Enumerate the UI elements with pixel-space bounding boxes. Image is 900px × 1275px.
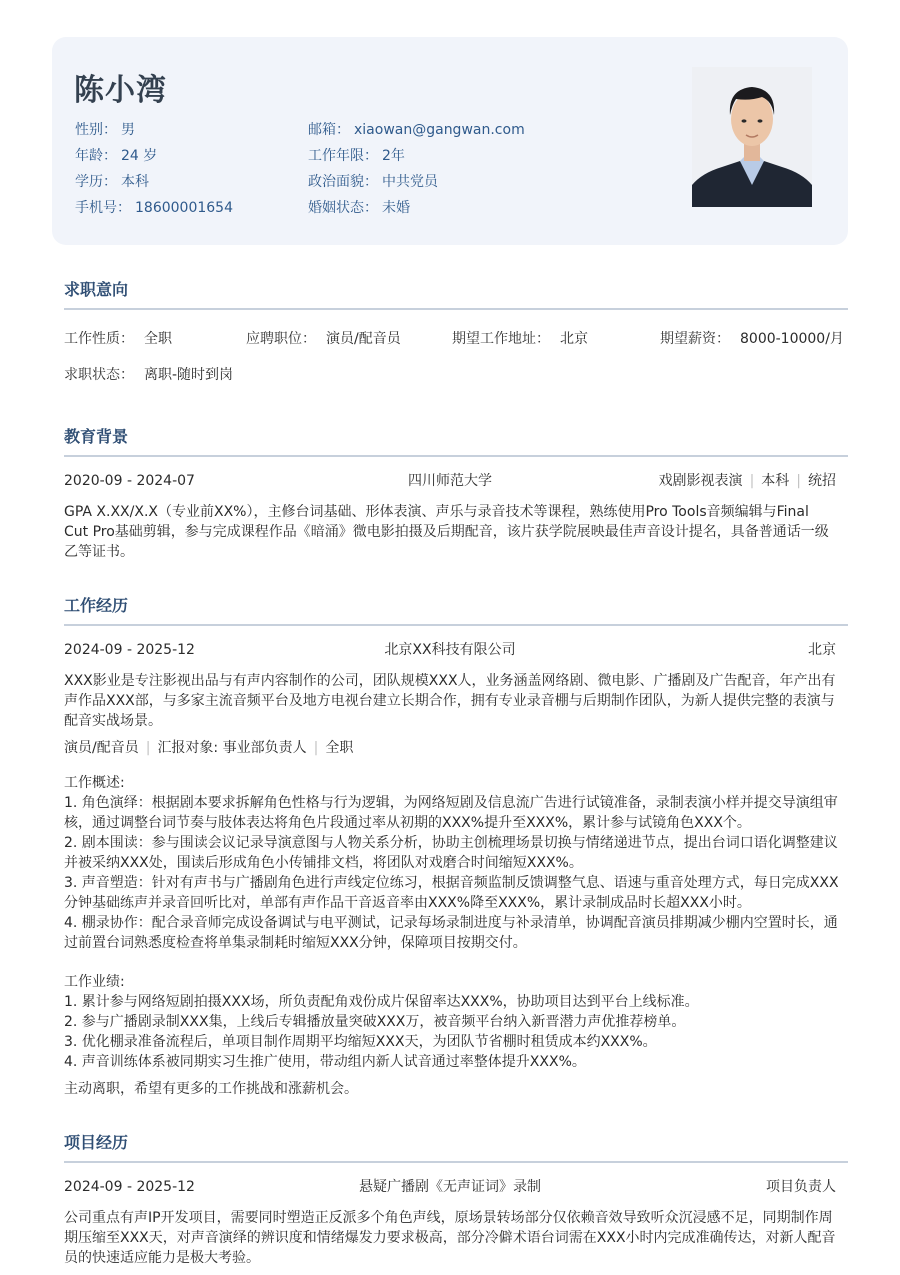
intent-job-type bbox=[64, 329, 172, 349]
text-line: 1. 累计参与网络短剧拍摄XXX场，所负责配角戏份成片保留率达XXX%，协助项目达到平台上线标准。 bbox=[64, 994, 699, 1010]
education-description bbox=[64, 502, 840, 562]
work-city: 北京 bbox=[808, 642, 836, 658]
intent-salary bbox=[660, 329, 844, 349]
text-line: XXX影业是专注影视出品与有声内容制作的公司，团队规模XXX人，业务涵盖网络剧、微电影、广播剧及广告配音，年产出有 bbox=[64, 673, 836, 689]
info-value: 未婚 bbox=[382, 200, 410, 216]
intent-label: 工作性质： bbox=[64, 331, 134, 347]
person-portrait-icon bbox=[692, 67, 812, 207]
intent-position bbox=[246, 329, 401, 349]
text-line: 工作业绩: bbox=[64, 974, 125, 990]
separator: | bbox=[749, 473, 755, 489]
text-line: 员的快速适应能力是极大考验。 bbox=[64, 1250, 260, 1266]
section-divider bbox=[64, 1161, 848, 1163]
intent-value: 北京 bbox=[560, 331, 588, 347]
info-email bbox=[308, 121, 525, 139]
info-value: 18600001654 bbox=[135, 200, 233, 216]
education-school: 四川师范大学 bbox=[408, 473, 492, 489]
text-line: 期压缩至XXX天，对声音演绎的辨识度和情绪爆发力要求极高，部分冷僻术语台词需在XXX小时内完成准确传达，对新人配音 bbox=[64, 1230, 836, 1246]
info-value: 本科 bbox=[121, 174, 149, 190]
info-age bbox=[75, 147, 157, 165]
education-meta bbox=[560, 471, 836, 491]
text-line: 4. 棚录协作：配合录音师完成设备调试与电平测试，记录每场录制进度与补录清单，协调配音演员排期减少棚内空置时长，通 bbox=[64, 915, 838, 931]
info-value: 中共党员 bbox=[382, 174, 438, 190]
work-overview bbox=[64, 773, 840, 953]
info-work-years bbox=[308, 147, 405, 165]
text-line: 分钟基础练声并录音回听比对，单部有声作品干音返音率由XXX%降至XXX%，累计录制成品时长超XXX小时。 bbox=[64, 895, 751, 911]
info-value: xiaowan@gangwan.com bbox=[354, 122, 525, 138]
text-line: 并被采纳XXX处，围读后形成角色小传铺排文档，将团队对戏磨合时间缩短XXX%。 bbox=[64, 855, 583, 871]
work-report: 汇报对象: 事业部负责人 bbox=[157, 740, 307, 756]
intent-value: 8000-10000/月 bbox=[740, 331, 844, 347]
info-education bbox=[75, 173, 149, 191]
info-label: 政治面貌： bbox=[308, 174, 378, 190]
section-divider bbox=[64, 624, 848, 626]
project-name: 悬疑广播剧《无声证词》录制 bbox=[359, 1179, 541, 1195]
intent-value: 全职 bbox=[144, 331, 172, 347]
work-leave-reason: 主动离职，希望有更多的工作挑战和涨薪机会。 bbox=[64, 1081, 358, 1097]
intent-label: 应聘职位： bbox=[246, 331, 316, 347]
section-title-project: 项目经历 bbox=[64, 1133, 129, 1152]
work-period: 2024-09 - 2025-12 bbox=[64, 642, 195, 658]
info-gender bbox=[75, 121, 135, 139]
work-role-line bbox=[64, 738, 353, 758]
profile-photo bbox=[692, 67, 812, 207]
education-major: 戏剧影视表演 bbox=[658, 473, 743, 489]
info-value: 2年 bbox=[382, 148, 405, 164]
info-label: 工作年限： bbox=[308, 148, 378, 164]
education-period: 2020-09 - 2024-07 bbox=[64, 473, 195, 489]
intent-value: 演员/配音员 bbox=[326, 331, 401, 347]
intent-label: 求职状态： bbox=[64, 367, 134, 383]
info-label: 婚姻状态： bbox=[308, 200, 378, 216]
candidate-name: 陈小湾 bbox=[74, 73, 167, 108]
section-title-job-intent: 求职意向 bbox=[64, 280, 129, 299]
text-line: GPA X.XX/X.X（专业前XX%），主修台词基础、形体表演、声乐与录音技术等课程，熟练使用Pro Tools音频编辑与Final bbox=[64, 504, 809, 520]
info-value: 男 bbox=[121, 122, 135, 138]
info-label: 手机号： bbox=[75, 200, 131, 216]
separator: | bbox=[313, 740, 319, 756]
work-achievements bbox=[64, 972, 840, 1072]
separator: | bbox=[145, 740, 151, 756]
text-line: 核，通过调整台词节奏与肢体表达将角色片段通过率从初期的XXX%提升至XXX%，累计参与试镜角色XXX个。 bbox=[64, 815, 751, 831]
text-line: 工作概述: bbox=[64, 775, 125, 791]
info-label: 年龄： bbox=[75, 148, 117, 164]
work-company-description bbox=[64, 671, 840, 731]
section-divider bbox=[64, 455, 848, 457]
project-period: 2024-09 - 2025-12 bbox=[64, 1179, 195, 1195]
text-line: 配音实战场景。 bbox=[64, 713, 162, 729]
info-label: 邮箱： bbox=[308, 122, 350, 138]
project-description bbox=[64, 1208, 840, 1268]
text-line: 2. 剧本围读：参与围读会议记录导演意图与人物关系分析，协助主创梳理场景切换与情绪递进节点，提出台词口语化调整建议 bbox=[64, 835, 838, 851]
section-title-education: 教育背景 bbox=[64, 427, 129, 446]
text-line: 乙等证书。 bbox=[64, 544, 134, 560]
info-marital-status bbox=[308, 199, 410, 217]
info-label: 学历： bbox=[75, 174, 117, 190]
intent-label: 期望薪资： bbox=[660, 331, 730, 347]
info-phone bbox=[75, 199, 233, 217]
intent-value: 离职-随时到岗 bbox=[144, 367, 234, 383]
education-degree: 本科 bbox=[761, 473, 790, 489]
work-company: 北京XX科技有限公司 bbox=[384, 642, 516, 658]
work-type: 全职 bbox=[325, 740, 354, 756]
text-line: 4. 声音训练体系被同期实习生推广使用，带动组内新人试音通过率整体提升XXX%。 bbox=[64, 1054, 586, 1070]
text-line: 过前置台词熟悉度检查将单集录制耗时缩短XXX分钟，保障项目按期交付。 bbox=[64, 935, 527, 951]
info-label: 性别： bbox=[75, 122, 117, 138]
intent-label: 期望工作地址： bbox=[452, 331, 550, 347]
text-line: 声作品XXX部，与多家主流音频平台及地方电视台建立长期合作，拥有专业录音棚与后期制作团队，为新人提供完整的表演与 bbox=[64, 693, 835, 709]
section-divider bbox=[64, 308, 848, 310]
text-line: Cut Pro基础剪辑，参与完成课程作品《暗涌》微电影拍摄及后期配音，该片获学院展映最佳声音设计提名，具备普通话一级 bbox=[64, 524, 829, 540]
separator: | bbox=[796, 473, 801, 489]
intent-location bbox=[452, 329, 588, 349]
project-role: 项目负责人 bbox=[766, 1179, 836, 1195]
intent-status bbox=[64, 365, 233, 385]
info-value: 24 岁 bbox=[121, 148, 158, 164]
work-role: 演员/配音员 bbox=[64, 740, 139, 756]
info-political-status bbox=[308, 173, 438, 191]
text-line: 公司重点有声IP开发项目，需要同时塑造正反派多个角色声线，原场景转场部分仅依赖音效导致听众沉浸感不足，同期制作周 bbox=[64, 1210, 833, 1226]
section-title-work: 工作经历 bbox=[64, 596, 129, 615]
text-line: 2. 参与广播剧录制XXX集，上线后专辑播放量突破XXX万，被音频平台纳入新晋潜力声优推荐榜单。 bbox=[64, 1014, 686, 1030]
text-line: 3. 声音塑造：针对有声书与广播剧角色进行声线定位练习，根据音频监制反馈调整气息、语速与重音处理方式，每日完成XXX bbox=[64, 875, 839, 891]
text-line: 1. 角色演绎：根据剧本要求拆解角色性格与行为逻辑，为网络短剧及信息流广告进行试镜准备，录制表演小样并提交导演组审 bbox=[64, 795, 838, 811]
education-mode: 统招 bbox=[808, 473, 836, 489]
profile-header-card bbox=[52, 37, 848, 245]
text-line: 3. 优化棚录准备流程后，单项目制作周期平均缩短XXX天，为团队节省棚时租赁成本约XXX%。 bbox=[64, 1034, 657, 1050]
